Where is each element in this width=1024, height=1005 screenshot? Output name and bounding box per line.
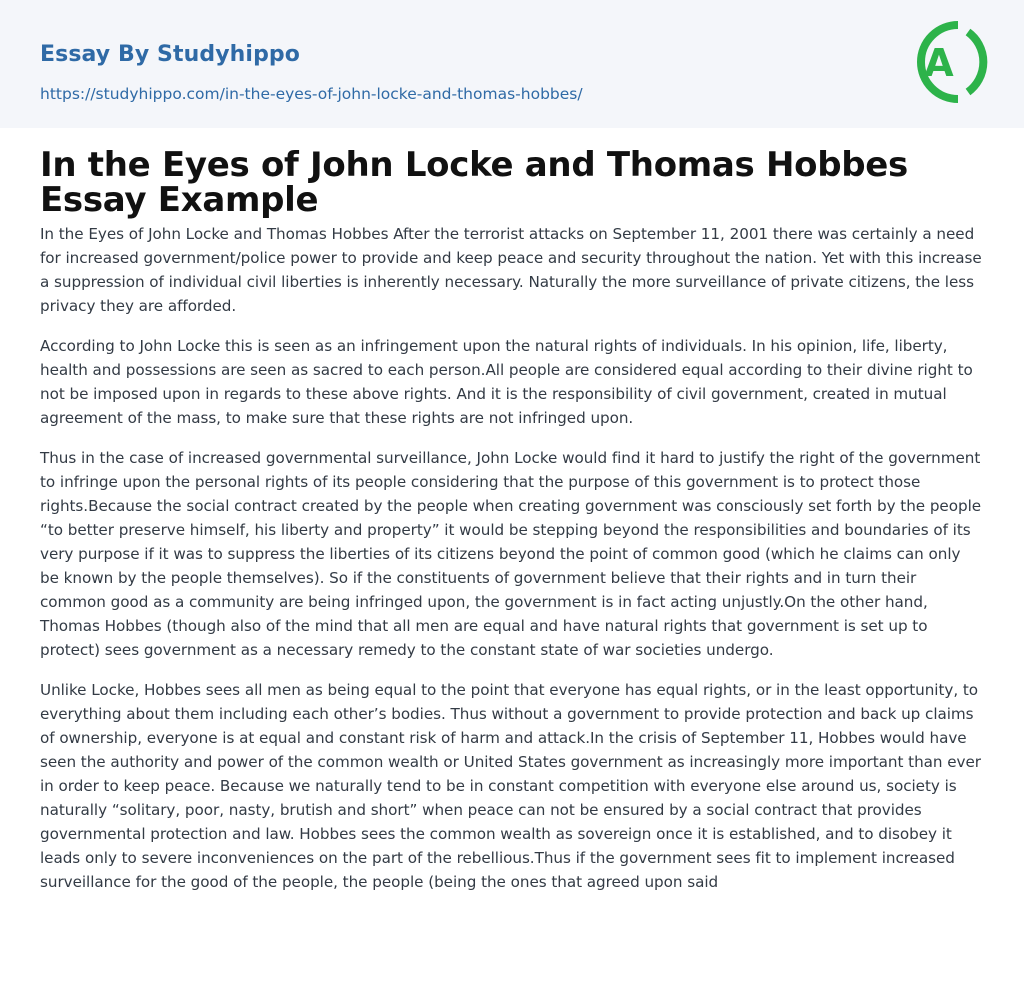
site-header bbox=[0, 0, 1024, 128]
article-title: In the Eyes of John Locke and Thomas Hobbes Essay Example bbox=[40, 145, 908, 220]
site-brand[interactable]: Essay By Studyhippo bbox=[40, 42, 300, 67]
article-body bbox=[40, 222, 984, 894]
article-paragraph: According to John Locke this is seen as an infringement upon the natural rights of individuals. In his opinion, life, liberty, health and possessions are seen as sacred to each person.All people are considered equal according to their divine right to not be imposed upon in regards to these above rights. And it is the responsibility of civil government, created in mutual agreement of the mass, to make sure that these rights are not infringed upon. bbox=[40, 337, 973, 427]
article-paragraph: Unlike Locke, Hobbes sees all men as being equal to the point that everyone has equal rights, or in the least opportunity, to everything about them including each other’s bodies. Thus without a government to provide protection and back up claims of ownership, everyone is at equal and constant risk of harm and attack.In the crisis of September 11, Hobbes would have seen the authority and power of the common wealth or United States government as increasingly more important than ever in order to keep peace. Because we naturally tend to be in constant competition with everyone else around us, society is naturally “solitary, poor, nasty, brutish and short” when peace can not be ensured by a social contract that provides governmental protection and law. Hobbes sees the common wealth as sovereign once it is established, and to disobey it leads only to severe inconveniences on the part of the rebellious.Thus if the government sees fit to implement increased surveillance for the good of the people, the people (being the ones that agreed upon said bbox=[40, 681, 981, 891]
source-url-link[interactable]: https://studyhippo.com/in-the-eyes-of-john-locke-and-thomas-hobbes/ bbox=[40, 85, 583, 103]
article-paragraph: Thus in the case of increased governmental surveillance, John Locke would find it hard to justify the right of the government to infringe upon the personal rights of its people considering that the purpose of this government is to protect those rights.Because the social contract created by the people when creating government was consciously set forth by the people “to better preserve himself, his liberty and property” it would be stepping beyond the responsibilities and boundaries of its very purpose if it was to suppress the liberties of its citizens beyond the point of common good (which he claims can only be known by the people themselves). So if the constituents of government believe that their rights and in turn their common good as a community are being infringed upon, the government is in fact acting unjustly.On the other hand, Thomas Hobbes (though also of the mind that all men are equal and have natural rights that government is set up to protect) sees government as a necessary remedy to the constant state of war societies undergo. bbox=[40, 449, 982, 659]
studyhippo-logo-icon[interactable] bbox=[906, 18, 990, 106]
article-paragraph: In the Eyes of John Locke and Thomas Hobbes After the terrorist attacks on September 11, 2001 there was certainly a need for increased government/police power to provide and keep peace and security throughout the nation. Yet with this increase a suppression of individual civil liberties is inherently necessary. Naturally the more surveillance of private citizens, the less privacy they are afforded. bbox=[40, 225, 982, 315]
logo-letter: A bbox=[924, 41, 954, 85]
article bbox=[0, 145, 1024, 894]
